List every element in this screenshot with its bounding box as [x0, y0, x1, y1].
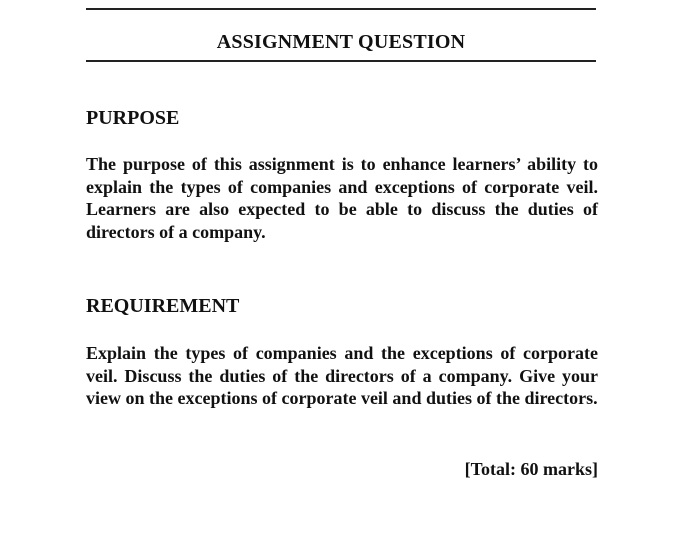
requirement-text: Explain the types of companies and the exceptions of corporate veil. Discuss the duties of the directors of a company. Give your view on the exceptions of corporate veil and duties of the directors. [86, 343, 598, 409]
total-marks: [Total: 60 marks] [464, 459, 598, 479]
requirement-heading: REQUIREMENT [86, 295, 240, 317]
purpose-text: The purpose of this assignment is to enhance learners’ ability to explain the types of companies and exceptions of corporate veil. Learners are also expected to be able to discuss the duties of directors of a company. [86, 154, 598, 242]
top-divider [86, 8, 596, 10]
title-divider [86, 60, 596, 62]
purpose-heading: PURPOSE [86, 107, 180, 129]
page-title: ASSIGNMENT QUESTION [216, 31, 466, 53]
